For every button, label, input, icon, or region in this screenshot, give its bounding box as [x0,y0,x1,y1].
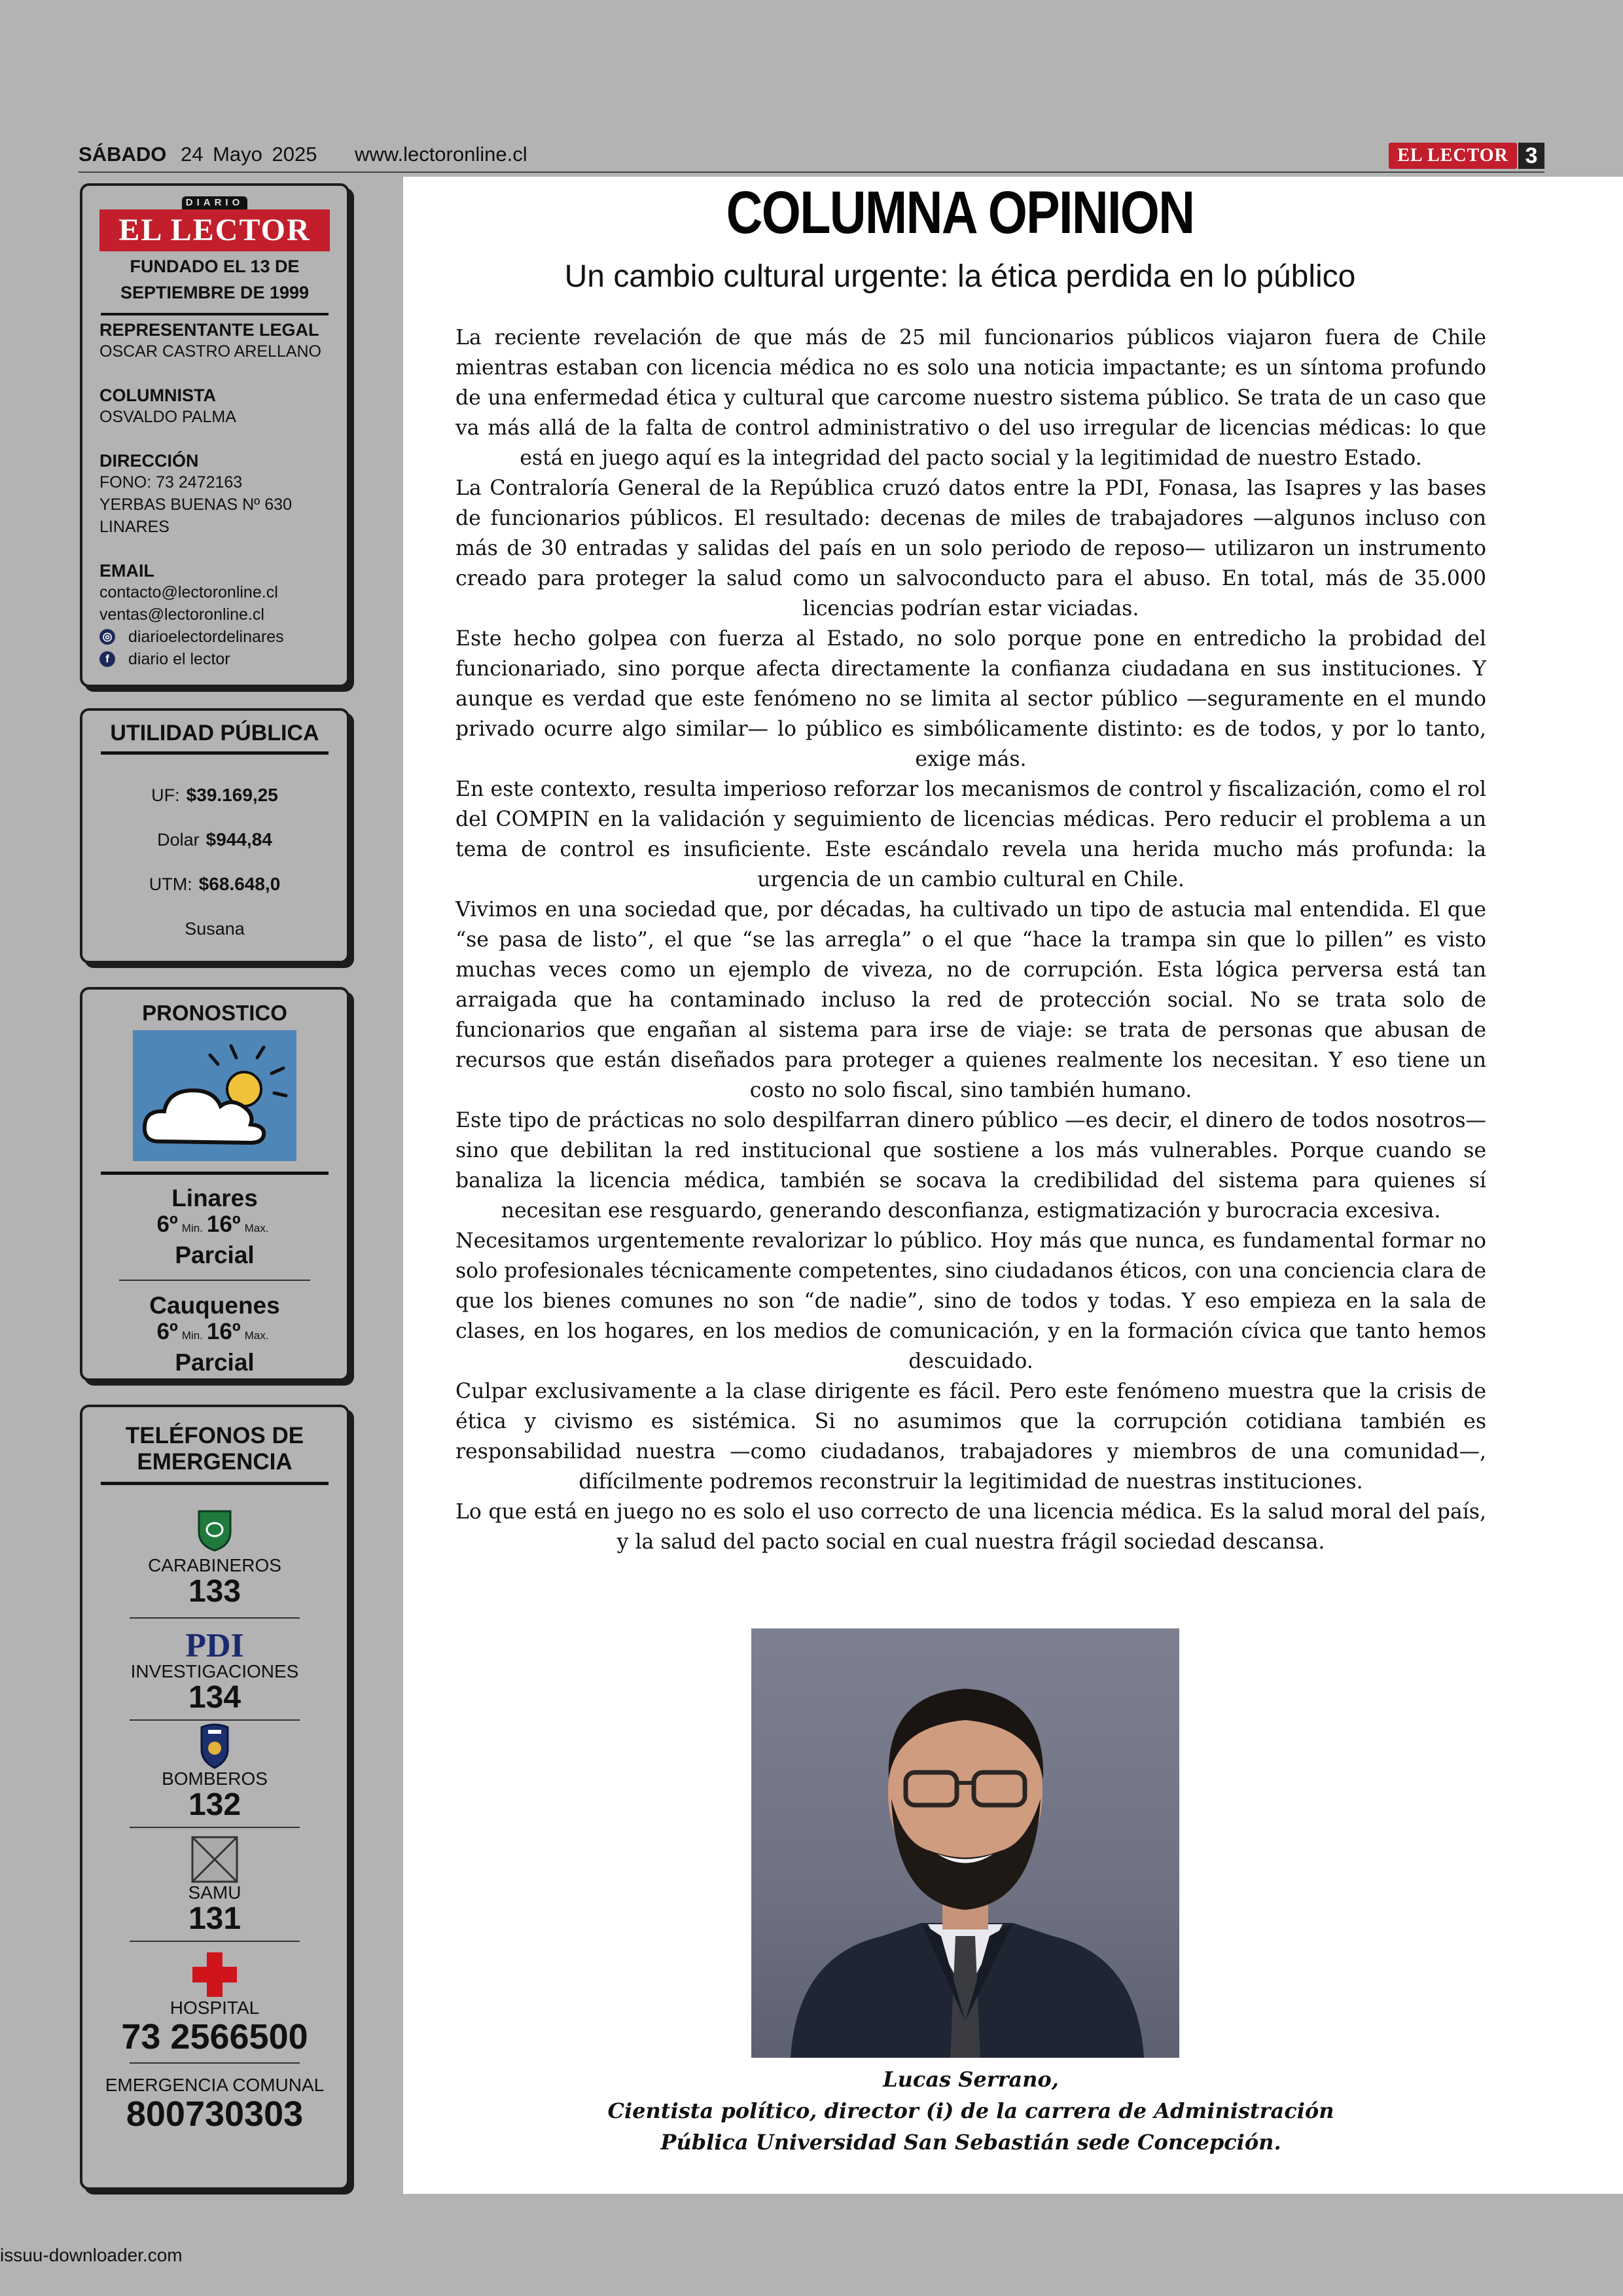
utility-box [80,708,349,963]
investigaciones-number[interactable]: 134 [188,1680,241,1715]
min-label: Min. [181,1329,203,1342]
max-label: Max. [244,1222,269,1234]
carabineros-shield-icon [195,1509,234,1552]
pdi-logo-icon: PDI [185,1627,244,1664]
bomberos-label: BOMBEROS [162,1768,268,1789]
red-cross-icon [191,1951,238,1998]
article-paragraph: La reciente revelación de que más de 25 mil funcionarios públicos viajaron fuera de Chile mientras estaban con licencia médica no es solo una noticia impactante; es un síntoma profundo de una enfermedad ética y cultural que carcome nuestro sistema público. Se trata de un caso que va más allá de la falta de control administrativo o del uso irregular de licencias médicas: lo que está en juego aquí es la integridad del pacto social y la legitimidad de nuestro Estado. [455,326,1486,470]
forecast-divider [101,1172,329,1175]
cauquenes-max: 16º [206,1319,241,1344]
footer-source[interactable]: issuu-downloader.com [0,2245,183,2265]
masthead-box [80,183,349,687]
email-ventas[interactable]: ventas@lectoronline.cl [99,605,264,624]
utm-indicator [82,874,347,895]
cauquenes-min: 6º [156,1319,178,1344]
author-portrait [751,1628,1179,2058]
header-rule [79,171,1544,173]
emergencia-comunal-number[interactable]: 800730303 [126,2094,304,2134]
uf-indicator [82,785,347,806]
emergency-thin-divider [130,1827,300,1828]
emergency-divider [101,1482,329,1485]
linares-min: 6º [156,1211,178,1237]
emergencia-comunal-label: EMERGENCIA COMUNAL [105,2075,325,2095]
forecast-temps-cauquenes [82,1319,347,1349]
article-paragraph: Culpar exclusivamente a la clase dirigente es fácil. Pero este fenómeno muestra que la crisis de ética y civismo es sistémica. Si no asumimos que la corrupción cotidiana también es responsabilidad nuestra —como ciudadanos, trabajadores y miembros de una comunidad—, difícilmente podremos reconstruir la legitimidad de nuestras instituciones. [455,1380,1486,1494]
emergency-thin-divider [130,1941,300,1942]
email-contacto[interactable]: contacto@lectoronline.cl [99,583,278,601]
bomberos-number[interactable]: 132 [188,1787,241,1822]
header-date: 24 Mayo 2025 [181,143,317,166]
dolar-indicator [82,829,347,850]
emergency-thin-divider [130,1719,300,1721]
author-photo [751,1628,1179,2058]
utm-value: $68.648,0 [198,874,281,894]
email-label: EMAIL [99,561,154,581]
emergency-box [80,1405,349,2190]
masthead-logo [99,197,330,251]
header-logo: EL LECTOR [1389,143,1517,169]
columnist-label: COLUMNISTA [99,386,216,405]
instagram-handle: diarioelectordelinares [128,628,284,646]
utility-divider [101,751,329,755]
author-caption [455,2064,1486,2158]
header-day: SÁBADO [79,143,167,166]
instagram-row[interactable] [99,626,347,648]
article-body [455,323,1486,1557]
forecast-box [80,987,349,1381]
forecast-condition-cauquenes: Parcial [175,1349,255,1376]
section-title: COLUMNA OPINION [726,179,1194,246]
hospital-label: HOSPITAL [169,1998,260,2018]
phone: FONO: 73 2472163 [99,473,243,492]
forecast-thin-divider [119,1280,310,1281]
emergency-title-1: TELÉFONOS DE [125,1423,304,1448]
columnist: OSVALDO PALMA [99,408,236,426]
author-title-1: Cientista político, director (i) de la carrera de Administración [607,2098,1334,2123]
samu-placeholder-icon [191,1836,238,1883]
city: LINARES [99,518,169,536]
bomberos-badge-icon [195,1723,234,1769]
author-name: Lucas Serrano, [883,2067,1059,2092]
header-website[interactable]: www.lectoronline.cl [355,143,527,166]
masthead-logo-diario: DIARIO [182,196,247,209]
masthead-divider [101,313,329,315]
partly-cloudy-icon [133,1030,296,1161]
samu-number[interactable]: 131 [188,1901,241,1936]
article-paragraph: Lo que está en juego no es solo el uso correcto de una licencia médica. Es la salud moral del país, y la salud del pacto social en cual nuestra frágil sociedad descansa. [455,1500,1486,1554]
address-label: DIRECCIÓN [99,451,199,471]
min-label: Min. [181,1222,203,1234]
legal-rep: OSCAR CASTRO ARELLANO [99,342,321,361]
linares-max: 16º [206,1211,241,1237]
saint-of-day: Susana [185,919,245,939]
forecast-city-cauquenes: Cauquenes [149,1292,280,1319]
article-paragraph: Necesitamos urgentemente revalorizar lo público. Hoy más que nunca, es fundamental formar no solo profesionales técnicamente competentes, sino ciudadanos éticos, con una conciencia clara de que los bienes comunes no son “de nadie”, sino de todos y todas. Y eso empieza en la sala de clases, en los hogares, en los medios de comunicación, y en la formación cívica que tanto hemos descuidado. [455,1229,1486,1373]
dolar-label: Dolar [157,830,200,850]
utility-title: UTILIDAD PÚBLICA [110,721,319,745]
facebook-row[interactable] [99,648,347,670]
article-paragraph: La Contraloría General de la República cruzó datos entre la PDI, Fonasa, las Isapres y las bases de funcionarios públicos. El resultado: decenas de miles de trabajadores —algunos incluso con más de 30 entradas y salidas del país en un solo periodo de reposo— utilizaron un instrumento creado para proteger la salud como un salvoconducto para el abuso. En total, más de 35.000 licencias podrían estar viciadas. [455,476,1486,620]
carabineros-label: CARABINEROS [148,1555,281,1575]
forecast-condition-linares: Parcial [175,1242,255,1268]
partly-cloudy-graphic [133,1030,296,1161]
emergency-thin-divider [130,1617,300,1619]
article-paragraph: En este contexto, resulta imperioso reforzar los mecanismos de control y fiscalización, como el rol del COMPIN en la validación y seguimiento de licencias médicas. Pero reducir el problema a un tema de control es insuficiente. Este escándalo revela una herida mucho más profunda: la urgencia de un cambio cultural en Chile. [455,778,1486,891]
uf-label: UF: [151,785,180,805]
legal-rep-label: REPRESENTANTE LEGAL [99,320,319,340]
utm-label: UTM: [149,874,192,894]
facebook-icon: f [99,651,115,667]
article-paragraph: Vivimos en una sociedad que, por décadas, ha cultivado un tipo de astucia mal entendida. El que “se pasa de listo”, el que “se las arregla” o el que “hace la trampa sin que lo pillen” es visto muchas veces como un ejemplo de viveza, no de corrupción. Esta lógica perversa está tan arraigada que ha contaminado incluso la red de protección social. No se trata solo de funcionarios que engañan al sistema para irse de viaje: se trata de personas que abusan de recursos que están diseñados para proteger a quienes realmente los necesitan. Y eso tiene un costo no solo fiscal, sino también humano. [455,898,1486,1102]
masthead-logo-text: EL LECTOR [118,213,311,247]
page-number: 3 [1518,143,1544,169]
founded-line-2: SEPTIEMBRE DE 1999 [120,283,310,302]
investigaciones-label: INVESTIGACIONES [130,1661,299,1681]
instagram-icon: ◎ [99,629,115,645]
hospital-number[interactable]: 73 2566500 [121,2017,308,2056]
forecast-title: PRONOSTICO [142,1001,287,1025]
uf-value: $39.169,25 [186,785,278,805]
street: YERBAS BUENAS Nº 630 [99,495,292,514]
emergency-title-2: EMERGENCIA [137,1449,293,1475]
samu-label: SAMU [188,1882,241,1903]
forecast-temps-linares [82,1211,347,1242]
article-headline: Un cambio cultural urgente: la ética perdida en lo público [564,259,1356,294]
max-label: Max. [244,1329,269,1342]
founded-line-1: FUNDADO EL 13 DE [130,257,300,276]
emergency-thin-divider [130,2062,300,2064]
forecast-city-linares: Linares [171,1185,258,1211]
carabineros-number[interactable]: 133 [188,1574,241,1609]
article-paragraph: Este tipo de prácticas no solo despilfarran dinero público —es decir, el dinero de todos nosotros— sino que debilitan la red institucional que sostiene a los más vulnerables. Porque cuando se banaliza la licencia médica, también se socava la credibilidad del sistema para quienes sí necesitan ese resguardo, generando desconfianza, estigmatización y burocracia excesiva. [455,1109,1486,1223]
dolar-value: $944,84 [205,829,272,850]
facebook-handle: diario el lector [128,650,230,668]
article-paragraph: Este hecho golpea con fuerza al Estado, no solo porque pone en entredicho la probidad del funcionariado, sino porque afecta directamente la confianza ciudadana en sus instituciones. Y aunque es verdad que este fenómeno no se limita al sector público —seguramente en el mundo privado ocurre algo similar— lo público es simbólicamente distinto: es de todos, y por lo tanto, exige más. [455,627,1486,771]
author-title-2: Pública Universidad San Sebastián sede Concepción. [660,2130,1281,2155]
